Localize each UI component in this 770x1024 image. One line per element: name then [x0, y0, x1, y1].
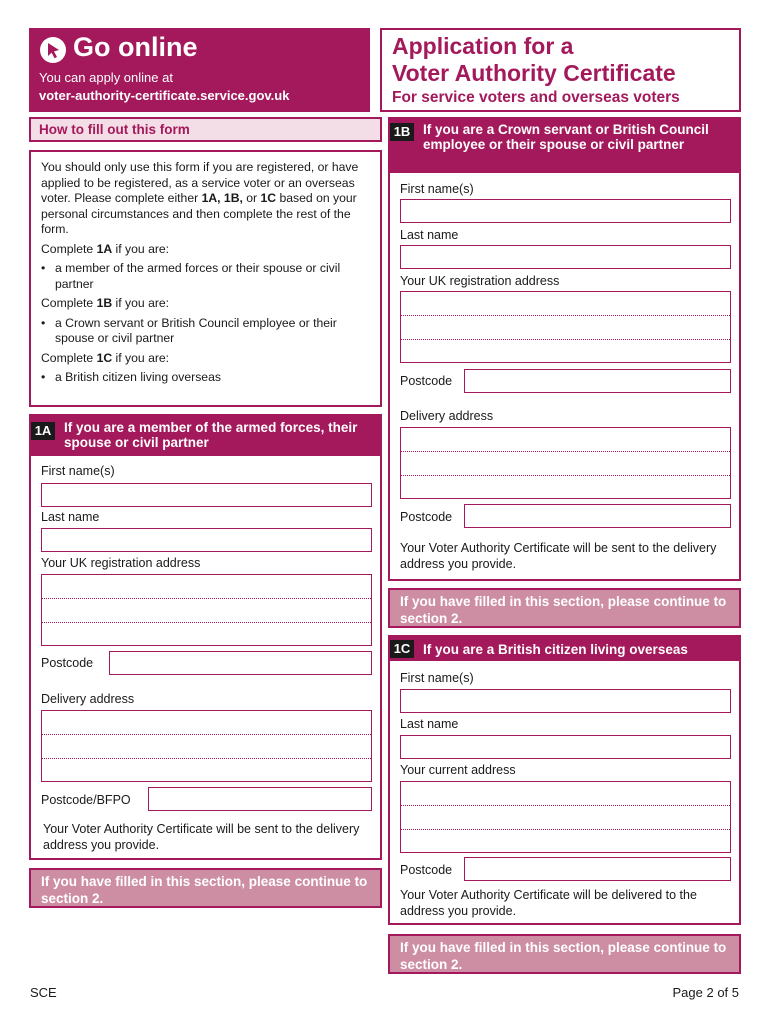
how-to-heading-bar: [29, 117, 382, 142]
s1c-postcode-label: Postcode: [400, 863, 453, 877]
bullet-1a: • a member of the armed forces or their spouse or civil partner: [41, 261, 370, 292]
go-online-banner: [29, 28, 370, 112]
page-title-line2: Voter Authority Certificate: [392, 60, 676, 86]
go-online-line: You can apply online at: [39, 70, 173, 85]
s1c-note: Your Voter Authority Certificate will be delivered to the address you provide.: [400, 888, 697, 918]
s1a-last-name-label: Last name: [41, 510, 100, 524]
s1c-last-name-field[interactable]: [400, 735, 731, 759]
section-1b-header: [390, 119, 739, 173]
how-to-box: [29, 150, 382, 407]
section-1a-heading: If you are a member of the armed forces, their spouse or civil partner: [64, 420, 358, 450]
s1a-postcode-field[interactable]: [109, 651, 372, 675]
s1a-delivery-address-field[interactable]: [41, 710, 372, 782]
section-1a-header: [31, 416, 380, 456]
s1c-continue-text: If you have filled in this section, please continue to section 2.: [400, 940, 727, 972]
go-online-title: Go online: [73, 32, 198, 62]
s1a-note: Your Voter Authority Certificate will be sent to the delivery address you provide.: [43, 822, 360, 852]
section-1a-tag: 1A: [31, 422, 55, 440]
s1c-first-name-label: First name(s): [400, 671, 474, 685]
s1b-last-name-field[interactable]: [400, 245, 731, 269]
s1c-current-address-field[interactable]: [400, 781, 731, 853]
s1b-postcode-label: Postcode: [400, 374, 453, 388]
bullet-1b: • a Crown servant or British Council employee or their spouse or civil partner: [41, 316, 370, 347]
how-to-heading: How to fill out this form: [39, 122, 190, 137]
s1a-last-name-field[interactable]: [41, 528, 372, 552]
s1a-first-name-field[interactable]: [41, 483, 372, 507]
complete-1a-label: Complete 1A if you are:: [41, 241, 170, 256]
s1a-delivery-address-label: Delivery address: [41, 692, 135, 706]
s1a-continue-banner: [29, 868, 382, 908]
s1b-continue-banner: [388, 588, 741, 628]
s1b-note: Your Voter Authority Certificate will be sent to the delivery address you provide.: [400, 541, 717, 571]
cursor-click-icon: [39, 36, 67, 64]
s1a-reg-address-label: Your UK registration address: [41, 556, 201, 570]
section-1a: [29, 414, 382, 860]
s1a-postcode-label: Postcode: [41, 656, 94, 670]
bullet-1c: • a British citizen living overseas: [41, 370, 370, 386]
s1b-reg-address-label: Your UK registration address: [400, 274, 560, 288]
s1a-postcode-bfpo-field[interactable]: [148, 787, 372, 811]
section-1c-header: [390, 637, 739, 661]
s1c-postcode-field[interactable]: [464, 857, 731, 881]
section-1c: [388, 635, 741, 925]
complete-1c-label: Complete 1C if you are:: [41, 350, 170, 365]
s1c-first-name-field[interactable]: [400, 689, 731, 713]
s1c-continue-banner: [388, 934, 741, 974]
s1b-postcode2-label: Postcode: [400, 510, 453, 524]
s1c-current-address-label: Your current address: [400, 763, 516, 777]
s1a-first-name-label: First name(s): [41, 464, 115, 478]
section-1c-tag: 1C: [390, 640, 414, 658]
section-1c-heading: If you are a British citizen living overseas: [423, 642, 688, 657]
s1a-postcode-bfpo-label: Postcode/BFPO: [41, 793, 131, 807]
page-title-line1: Application for a: [392, 33, 574, 59]
s1b-first-name-label: First name(s): [400, 182, 474, 196]
s1b-delivery-address-field[interactable]: [400, 427, 731, 499]
page-header: [380, 28, 741, 112]
s1b-delivery-address-label: Delivery address: [400, 409, 494, 423]
s1b-reg-address-field[interactable]: [400, 291, 731, 363]
how-to-intro: You should only use this form if you are registered, or have applied to be registered, as a service voter or an overseas voter. Please complete either 1A, 1B, or 1C based on your personal circumstances and then complete the rest of the form.: [41, 160, 359, 236]
section-1b: [388, 117, 741, 581]
section-1b-heading: If you are a Crown servant or British Council employee or their spouse or civil partner: [423, 122, 709, 152]
s1b-continue-text: If you have filled in this section, please continue to section 2.: [400, 594, 727, 626]
s1a-reg-address-field[interactable]: [41, 574, 372, 646]
footer-code: SCE: [30, 985, 57, 1000]
s1b-first-name-field[interactable]: [400, 199, 731, 223]
s1b-postcode-field[interactable]: [464, 369, 731, 393]
s1b-postcode2-field[interactable]: [464, 504, 731, 528]
footer-page-number: Page 2 of 5: [672, 985, 739, 1000]
s1c-last-name-label: Last name: [400, 717, 459, 731]
s1b-last-name-label: Last name: [400, 228, 459, 242]
s1a-continue-text: If you have filled in this section, please continue to section 2.: [41, 874, 368, 906]
page-subtitle: For service voters and overseas voters: [392, 89, 680, 106]
complete-1b-label: Complete 1B if you are:: [41, 296, 170, 310]
section-1b-tag: 1B: [390, 123, 414, 141]
go-online-url[interactable]: voter-authority-certificate.service.gov.uk: [39, 88, 290, 103]
